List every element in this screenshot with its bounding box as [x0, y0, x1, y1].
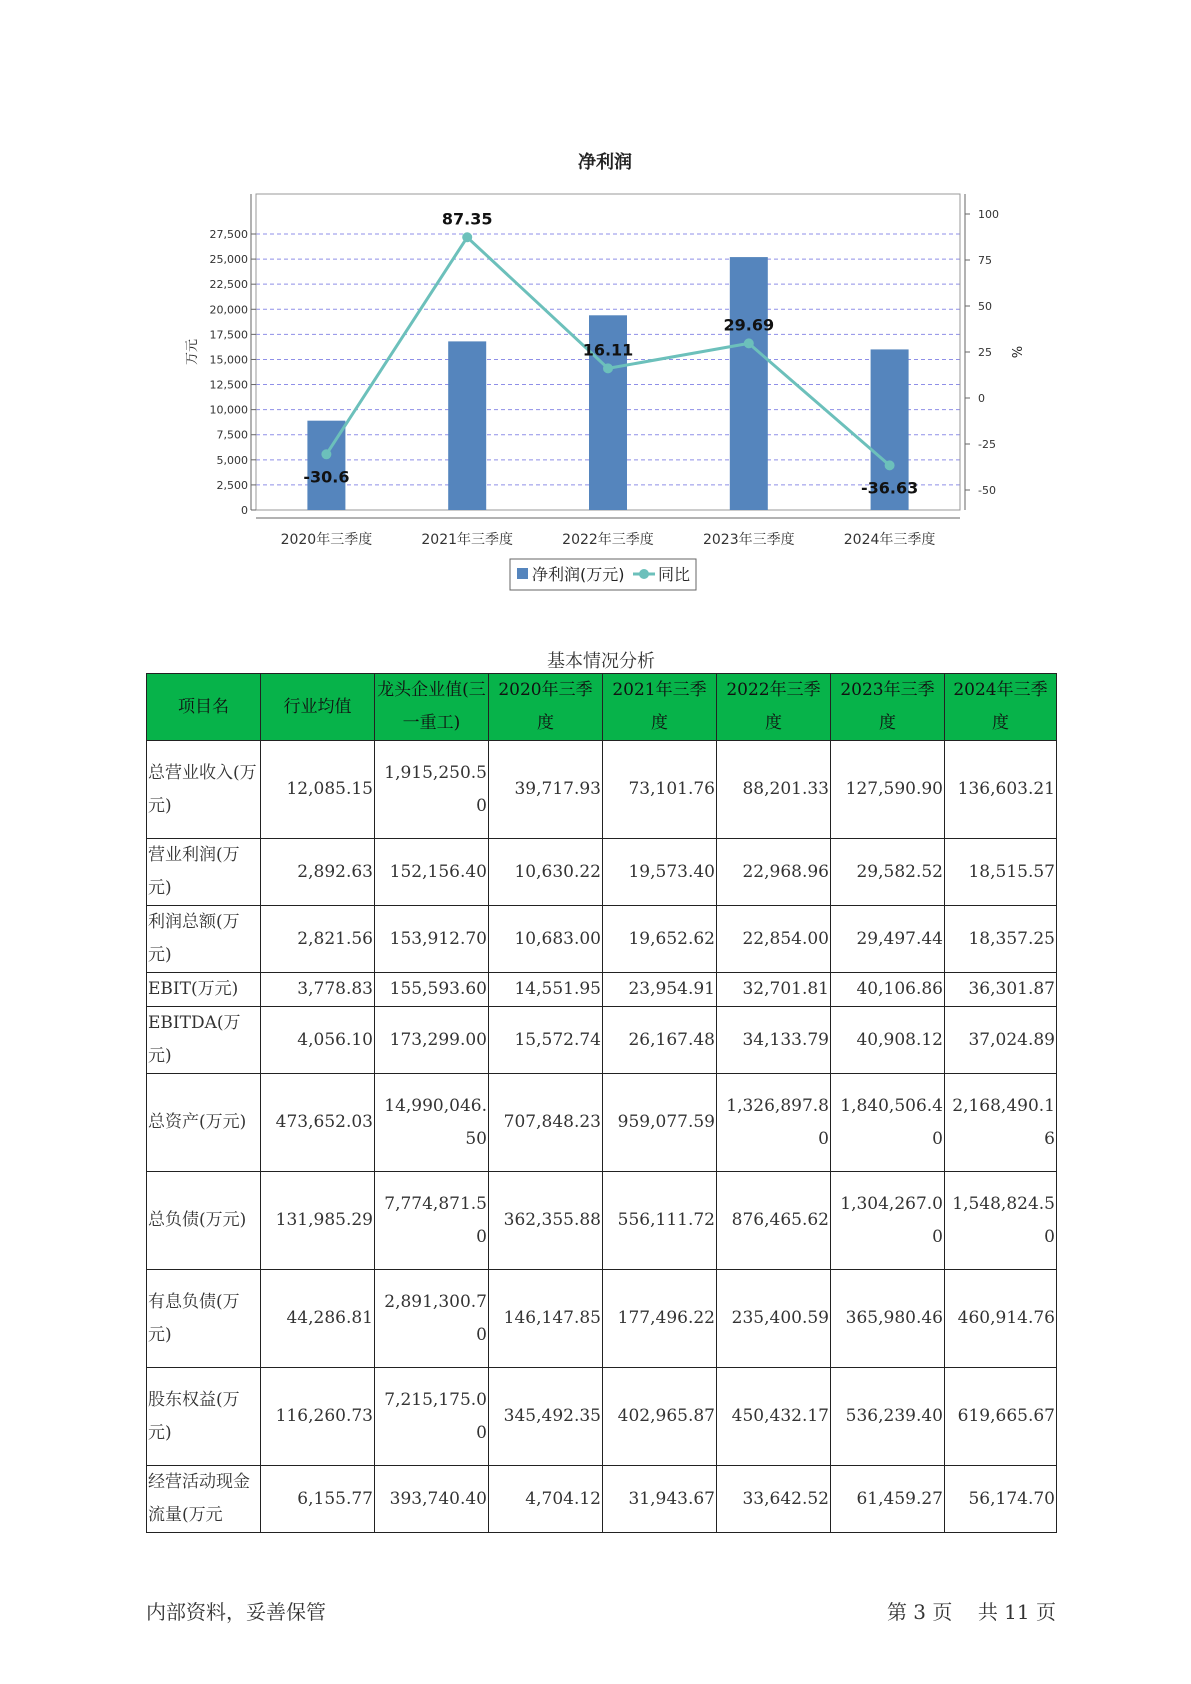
- table-row: [147, 839, 1057, 906]
- yoy-data-label: 87.35: [441, 209, 493, 229]
- cell: 152,156.40: [375, 839, 489, 906]
- row-label: 股东权益(万元): [147, 1368, 261, 1466]
- x-tick-label: 2020年三季度: [280, 532, 373, 548]
- left-tick-label: 17,500: [209, 328, 248, 342]
- basic-analysis-table: [146, 673, 1057, 1533]
- cell: 6,155.77: [261, 1466, 375, 1533]
- row-label: 经营活动现金流量(万元: [147, 1466, 261, 1533]
- x-tick-label: 2022年三季度: [562, 532, 654, 548]
- cell: 14,990,046.50: [375, 1074, 489, 1172]
- cell: 362,355.88: [489, 1172, 603, 1270]
- footer-total-pages: 共 11 页: [977, 1600, 1056, 1624]
- yoy-data-label: -36.63: [860, 478, 919, 498]
- left-tick-label: 0: [241, 504, 248, 517]
- table-header-row: [147, 674, 1057, 741]
- right-tick-label: 25: [978, 346, 992, 359]
- left-tick-label: 7,500: [216, 428, 248, 442]
- cell: 34,133.79: [717, 1007, 831, 1074]
- chart-title: 净利润: [578, 152, 632, 173]
- table-row: [147, 1074, 1057, 1172]
- x-axis: [256, 518, 960, 548]
- cell: 31,943.67: [603, 1466, 717, 1533]
- table-row: [147, 1172, 1057, 1270]
- chart-legend: [510, 559, 696, 590]
- cell: 173,299.00: [375, 1007, 489, 1074]
- cell: 19,573.40: [603, 839, 717, 906]
- right-tick-label: 50: [978, 300, 992, 313]
- x-tick-label: 2023年三季度: [702, 532, 795, 548]
- row-label: EBITDA(万元): [147, 1007, 261, 1074]
- cell: 153,912.70: [375, 906, 489, 973]
- legend-line-label: 同比: [658, 565, 691, 584]
- header-leader-value: 龙头企业值(三一重工): [375, 674, 489, 741]
- cell: 18,357.25: [945, 906, 1057, 973]
- cell: 136,603.21: [945, 741, 1057, 839]
- cell: 39,717.93: [489, 741, 603, 839]
- cell: 131,985.29: [261, 1172, 375, 1270]
- yoy-data-label: 29.69: [723, 315, 775, 335]
- cell: 44,286.81: [261, 1270, 375, 1368]
- yoy-data-label: 16.11: [582, 340, 634, 360]
- header-2023q3: 2023年三季度: [831, 674, 945, 741]
- left-tick-label: 5,000: [216, 453, 248, 467]
- cell: 146,147.85: [489, 1270, 603, 1368]
- cell: 2,892.63: [261, 839, 375, 906]
- table-row: [147, 1466, 1057, 1533]
- cell: 1,326,897.80: [717, 1074, 831, 1172]
- net-profit-chart: [0, 0, 1191, 610]
- cell: 40,106.86: [831, 973, 945, 1007]
- bar-series: [307, 257, 908, 510]
- left-tick-label: 12,500: [209, 378, 248, 392]
- cell: 3,778.83: [261, 973, 375, 1007]
- right-tick-label: -25: [978, 438, 996, 451]
- cell: 460,914.76: [945, 1270, 1057, 1368]
- cell: 12,085.15: [261, 741, 375, 839]
- row-label: EBIT(万元): [147, 973, 261, 1007]
- table-row: [147, 1368, 1057, 1466]
- cell: 402,965.87: [603, 1368, 717, 1466]
- left-tick-label: 15,000: [209, 353, 248, 367]
- bar: [730, 257, 768, 510]
- yoy-point: [321, 449, 331, 459]
- table-row: [147, 973, 1057, 1007]
- table-row: [147, 906, 1057, 973]
- header-2022q3: 2022年三季度: [717, 674, 831, 741]
- cell: 1,840,506.40: [831, 1074, 945, 1172]
- left-tick-label: 22,500: [209, 278, 248, 292]
- cell: 88,201.33: [717, 741, 831, 839]
- cell: 26,167.48: [603, 1007, 717, 1074]
- cell: 177,496.22: [603, 1270, 717, 1368]
- row-label: 总负债(万元): [147, 1172, 261, 1270]
- cell: 61,459.27: [831, 1466, 945, 1533]
- cell: 15,572.74: [489, 1007, 603, 1074]
- footer-confidential-note: 内部资料，妥善保管: [146, 1600, 326, 1624]
- cell: 393,740.40: [375, 1466, 489, 1533]
- cell: 1,304,267.00: [831, 1172, 945, 1270]
- cell: 876,465.62: [717, 1172, 831, 1270]
- cell: 32,701.81: [717, 973, 831, 1007]
- cell: 959,077.59: [603, 1074, 717, 1172]
- right-tick-label: 0: [978, 392, 985, 405]
- table-row: [147, 1270, 1057, 1368]
- cell: 450,432.17: [717, 1368, 831, 1466]
- cell: 4,704.12: [489, 1466, 603, 1533]
- right-axis: [965, 194, 999, 510]
- table-caption: 基本情况分析: [547, 651, 655, 672]
- cell: 556,111.72: [603, 1172, 717, 1270]
- cell: 116,260.73: [261, 1368, 375, 1466]
- header-industry-avg: 行业均值: [261, 674, 375, 741]
- cell: 40,908.12: [831, 1007, 945, 1074]
- cell: 7,774,871.50: [375, 1172, 489, 1270]
- yoy-point: [462, 232, 472, 242]
- cell: 22,968.96: [717, 839, 831, 906]
- right-axis-label: %: [1008, 345, 1023, 359]
- cell: 345,492.35: [489, 1368, 603, 1466]
- legend-bar-swatch: [517, 568, 528, 579]
- header-2024q3: 2024年三季度: [945, 674, 1057, 741]
- cell: 1,915,250.50: [375, 741, 489, 839]
- left-tick-label: 25,000: [209, 253, 248, 267]
- footer-page-info: [887, 1596, 1056, 1625]
- left-tick-label: 2,500: [216, 478, 248, 492]
- header-2020q3: 2020年三季度: [489, 674, 603, 741]
- row-label: 利润总额(万元): [147, 906, 261, 973]
- cell: 365,980.46: [831, 1270, 945, 1368]
- cell: 4,056.10: [261, 1007, 375, 1074]
- cell: 73,101.76: [603, 741, 717, 839]
- yoy-point: [744, 338, 754, 348]
- row-label: 总营业收入(万元): [147, 741, 261, 839]
- right-tick-label: 100: [978, 208, 999, 221]
- cell: 2,168,490.16: [945, 1074, 1057, 1172]
- header-2021q3: 2021年三季度: [603, 674, 717, 741]
- cell: 18,515.57: [945, 839, 1057, 906]
- cell: 23,954.91: [603, 973, 717, 1007]
- right-tick-label: -50: [978, 484, 996, 497]
- cell: 22,854.00: [717, 906, 831, 973]
- bar: [448, 341, 486, 510]
- cell: 37,024.89: [945, 1007, 1057, 1074]
- x-tick-label: 2024年三季度: [843, 532, 936, 548]
- cell: 235,400.59: [717, 1270, 831, 1368]
- row-label: 营业利润(万元): [147, 839, 261, 906]
- cell: 707,848.23: [489, 1074, 603, 1172]
- cell: 33,642.52: [717, 1466, 831, 1533]
- yoy-point: [603, 363, 613, 373]
- table-row: [147, 1007, 1057, 1074]
- cell: 1,548,824.50: [945, 1172, 1057, 1270]
- legend-line-marker: [639, 569, 649, 579]
- cell: 7,215,175.00: [375, 1368, 489, 1466]
- cell: 619,665.67: [945, 1368, 1057, 1466]
- footer-page-number: 第 3 页: [886, 1600, 953, 1624]
- cell: 2,821.56: [261, 906, 375, 973]
- yoy-data-label: -30.6: [303, 467, 350, 487]
- header-item-name: 项目名: [147, 674, 261, 741]
- cell: 127,590.90: [831, 741, 945, 839]
- left-tick-label: 20,000: [209, 303, 248, 317]
- cell: 14,551.95: [489, 973, 603, 1007]
- cell: 19,652.62: [603, 906, 717, 973]
- cell: 29,497.44: [831, 906, 945, 973]
- table-row: [147, 741, 1057, 839]
- left-tick-label: 10,000: [209, 403, 248, 417]
- cell: 56,174.70: [945, 1466, 1057, 1533]
- row-label: 有息负债(万元): [147, 1270, 261, 1368]
- cell: 10,630.22: [489, 839, 603, 906]
- cell: 36,301.87: [945, 973, 1057, 1007]
- legend-bar-label: 净利润(万元): [532, 565, 625, 584]
- cell: 10,683.00: [489, 906, 603, 973]
- cell: 2,891,300.70: [375, 1270, 489, 1368]
- left-tick-label: 27,500: [209, 228, 248, 241]
- yoy-point: [885, 460, 895, 470]
- cell: 29,582.52: [831, 839, 945, 906]
- cell: 155,593.60: [375, 973, 489, 1007]
- cell: 536,239.40: [831, 1368, 945, 1466]
- cell: 473,652.03: [261, 1074, 375, 1172]
- right-tick-label: 75: [978, 254, 992, 267]
- x-tick-label: 2021年三季度: [421, 532, 514, 548]
- row-label: 总资产(万元): [147, 1074, 261, 1172]
- left-axis: [210, 194, 257, 517]
- left-axis-label: 万元: [185, 338, 200, 366]
